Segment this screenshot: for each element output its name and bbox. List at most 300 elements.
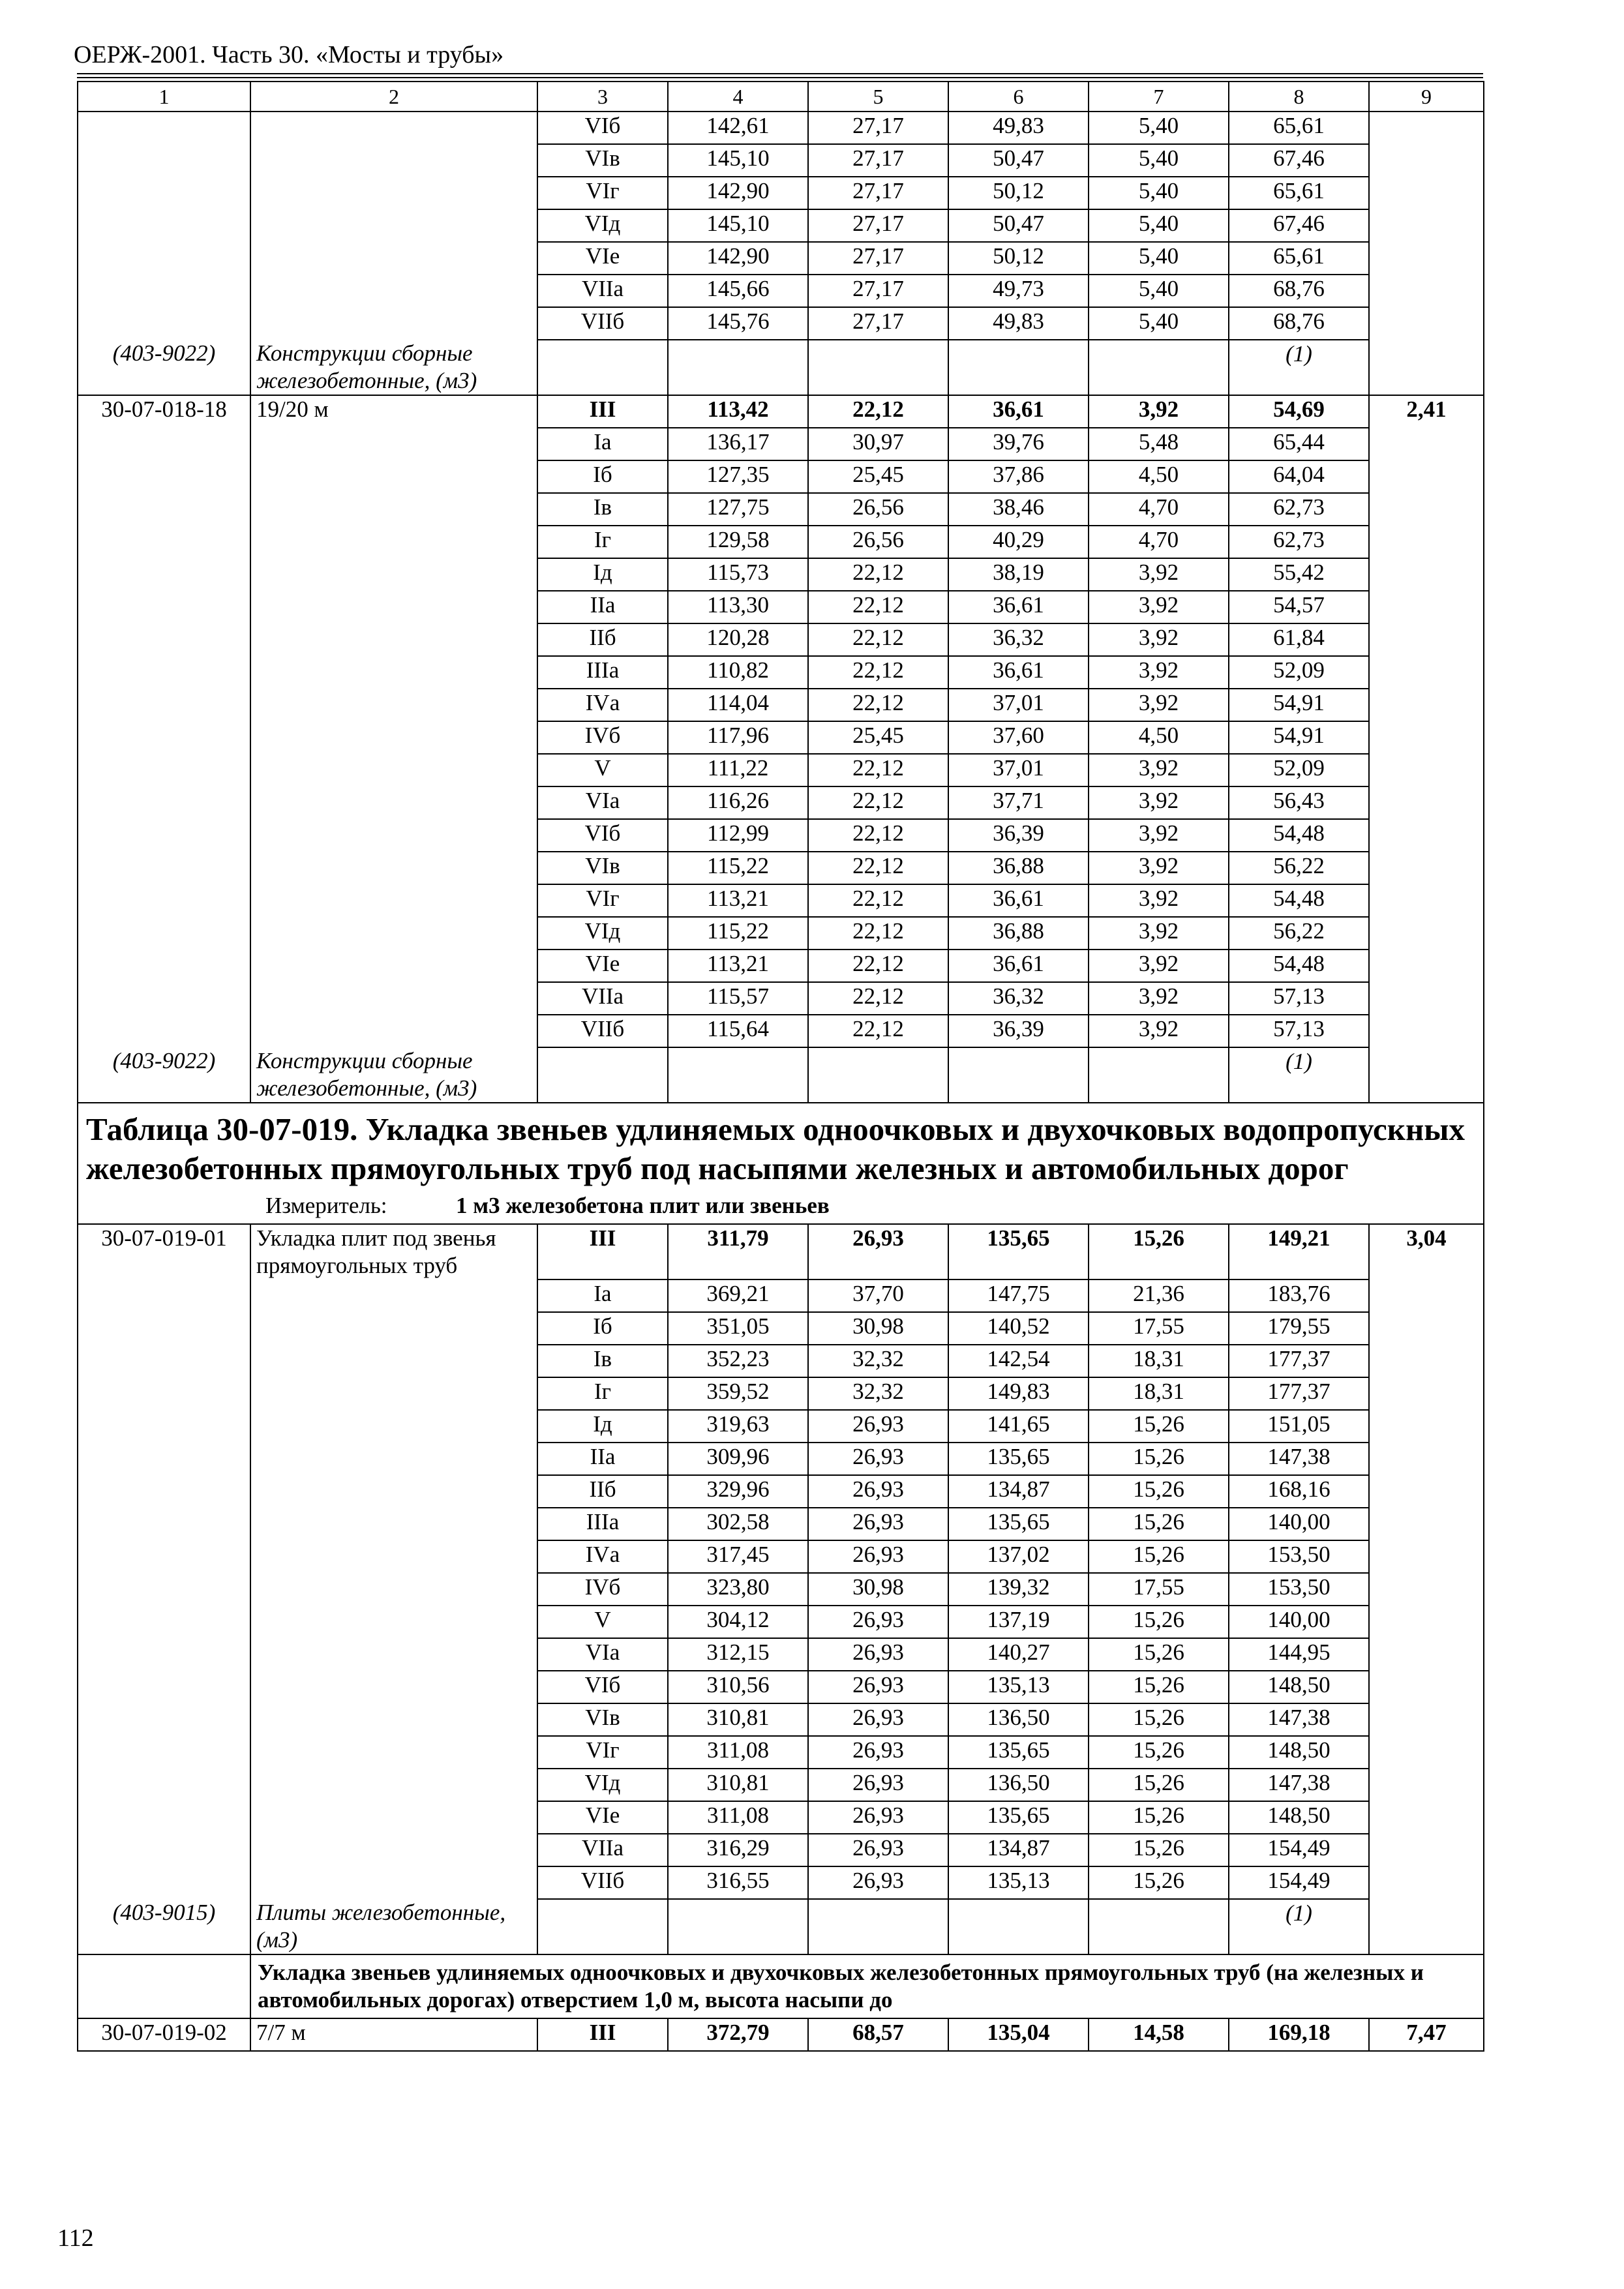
- value-cell: 115,22: [668, 852, 808, 884]
- value-cell: 65,44: [1229, 428, 1369, 460]
- value-cell: 136,17: [668, 428, 808, 460]
- table-cell: [537, 1047, 668, 1103]
- value-cell: 120,28: [668, 623, 808, 656]
- value-cell: 4,70: [1089, 493, 1229, 526]
- table-cell: [78, 493, 250, 526]
- category-cell: VIIб: [537, 1866, 668, 1899]
- meter-label: Измеритель:: [265, 1192, 387, 1218]
- table-row: [78, 242, 1484, 275]
- value-cell: 36,61: [948, 395, 1089, 428]
- value-cell: 22,12: [808, 656, 948, 689]
- table-cell: [250, 656, 537, 689]
- value-cell: 36,61: [948, 656, 1089, 689]
- table-cell: [250, 917, 537, 950]
- value-cell: 26,93: [808, 1736, 948, 1769]
- value-cell: 15,26: [1089, 1671, 1229, 1703]
- table-cell: [78, 1954, 250, 2018]
- value-cell: 317,45: [668, 1540, 808, 1573]
- table-cell: [1369, 340, 1484, 395]
- value-cell: 117,96: [668, 721, 808, 754]
- category-cell: III: [537, 395, 668, 428]
- value-cell: 27,17: [808, 242, 948, 275]
- value-cell: 114,04: [668, 689, 808, 721]
- value-cell: 62,73: [1229, 493, 1369, 526]
- value-cell: 54,91: [1229, 721, 1369, 754]
- value-cell: 3,92: [1089, 982, 1229, 1015]
- category-cell: VIIб: [537, 1015, 668, 1047]
- table-cell: [78, 1345, 250, 1377]
- value-cell: 27,17: [808, 275, 948, 307]
- material-code: (403-9022): [78, 1047, 250, 1103]
- table-cell: [250, 982, 537, 1015]
- category-cell: V: [537, 754, 668, 786]
- value-cell: 139,32: [948, 1573, 1089, 1606]
- value-cell: 3,92: [1089, 656, 1229, 689]
- column-number: 8: [1229, 82, 1369, 112]
- value-cell: [1369, 786, 1484, 819]
- table-cell: [250, 177, 537, 209]
- category-cell: IIIа: [537, 1508, 668, 1540]
- category-cell: Iв: [537, 1345, 668, 1377]
- value-cell: 154,49: [1229, 1866, 1369, 1899]
- value-cell: 17,55: [1089, 1312, 1229, 1345]
- value-cell: 149,83: [948, 1377, 1089, 1410]
- value-cell: 18,31: [1089, 1345, 1229, 1377]
- value-cell: 169,18: [1229, 2018, 1369, 2051]
- value-cell: 40,29: [948, 526, 1089, 558]
- value-cell: 144,95: [1229, 1638, 1369, 1671]
- category-cell: VIд: [537, 1769, 668, 1801]
- value-cell: 26,93: [808, 1801, 948, 1834]
- table-cell: [537, 340, 668, 395]
- table-cell: [78, 112, 250, 144]
- category-cell: VIб: [537, 819, 668, 852]
- value-cell: 56,22: [1229, 852, 1369, 884]
- value-cell: 22,12: [808, 623, 948, 656]
- table-row: [78, 1703, 1484, 1736]
- value-cell: 37,70: [808, 1279, 948, 1312]
- value-cell: 145,10: [668, 209, 808, 242]
- table-cell: [537, 1899, 668, 1954]
- value-cell: [1369, 1312, 1484, 1345]
- value-cell: 37,60: [948, 721, 1089, 754]
- table-cell: [78, 982, 250, 1015]
- table-cell: [250, 623, 537, 656]
- value-cell: 177,37: [1229, 1345, 1369, 1377]
- value-cell: [1369, 884, 1484, 917]
- table-row: [78, 1312, 1484, 1345]
- table-cell: [250, 242, 537, 275]
- table-cell: [250, 493, 537, 526]
- table-row: [78, 1377, 1484, 1410]
- value-cell: 22,12: [808, 754, 948, 786]
- table-row: [78, 1671, 1484, 1703]
- table-row: [78, 1769, 1484, 1801]
- value-cell: [1369, 1703, 1484, 1736]
- category-cell: IIб: [537, 1475, 668, 1508]
- table-cell: [78, 1443, 250, 1475]
- category-cell: Iб: [537, 460, 668, 493]
- value-cell: 27,17: [808, 209, 948, 242]
- category-cell: VIг: [537, 1736, 668, 1769]
- category-cell: Iд: [537, 1410, 668, 1443]
- value-cell: 15,26: [1089, 1606, 1229, 1638]
- value-cell: 22,12: [808, 786, 948, 819]
- value-cell: [1369, 1834, 1484, 1866]
- category-cell: IVб: [537, 1573, 668, 1606]
- table-row: [78, 852, 1484, 884]
- value-cell: [1369, 917, 1484, 950]
- value-cell: 145,76: [668, 307, 808, 340]
- value-cell: [1369, 1606, 1484, 1638]
- value-cell: 37,86: [948, 460, 1089, 493]
- table-row: [78, 558, 1484, 591]
- table-cell: [78, 917, 250, 950]
- table-cell: [78, 1573, 250, 1606]
- category-cell: IIа: [537, 1443, 668, 1475]
- table-cell: [250, 1540, 537, 1573]
- table-cell: [78, 786, 250, 819]
- value-cell: 22,12: [808, 917, 948, 950]
- category-cell: Iв: [537, 493, 668, 526]
- value-cell: 142,90: [668, 242, 808, 275]
- value-cell: [1369, 1540, 1484, 1573]
- value-cell: 67,46: [1229, 209, 1369, 242]
- table-cell: [78, 1606, 250, 1638]
- value-cell: 310,81: [668, 1769, 808, 1801]
- value-cell: 316,29: [668, 1834, 808, 1866]
- value-cell: [1369, 112, 1484, 144]
- value-cell: [1369, 1573, 1484, 1606]
- table-cell: [78, 558, 250, 591]
- table-cell: [250, 1443, 537, 1475]
- table-cell: [78, 275, 250, 307]
- value-cell: 49,83: [948, 112, 1089, 144]
- value-cell: [1369, 144, 1484, 177]
- table-cell: [668, 340, 808, 395]
- value-cell: 56,43: [1229, 786, 1369, 819]
- table-row: [78, 754, 1484, 786]
- table-row: [78, 275, 1484, 307]
- value-cell: 309,96: [668, 1443, 808, 1475]
- category-cell: Iд: [537, 558, 668, 591]
- table-cell: [78, 1703, 250, 1736]
- value-cell: 3,92: [1089, 819, 1229, 852]
- table-cell: [250, 275, 537, 307]
- table-cell: [78, 460, 250, 493]
- table-cell: [250, 1671, 537, 1703]
- value-cell: [1369, 754, 1484, 786]
- value-cell: 5,40: [1089, 209, 1229, 242]
- material-code: (403-9015): [78, 1899, 250, 1954]
- material-name: Плиты железобетонные, (м3): [250, 1899, 537, 1954]
- table-cell: [250, 1345, 537, 1377]
- table-row: [78, 786, 1484, 819]
- table-cell: [78, 1377, 250, 1410]
- work-name: 7/7 м: [250, 2018, 537, 2051]
- page-number: 112: [57, 2224, 94, 2252]
- value-cell: 21,36: [1089, 1279, 1229, 1312]
- value-cell: 112,99: [668, 819, 808, 852]
- category-cell: V: [537, 1606, 668, 1638]
- value-cell: 15,26: [1089, 1475, 1229, 1508]
- value-cell: 22,12: [808, 950, 948, 982]
- value-cell: 179,55: [1229, 1312, 1369, 1345]
- value-cell: 36,61: [948, 884, 1089, 917]
- value-cell: [1369, 623, 1484, 656]
- table-row: [78, 1540, 1484, 1573]
- value-cell: 115,57: [668, 982, 808, 1015]
- value-cell: 26,93: [808, 1475, 948, 1508]
- value-cell: 49,73: [948, 275, 1089, 307]
- value-cell: 25,45: [808, 721, 948, 754]
- table-row: [78, 460, 1484, 493]
- value-cell: 26,93: [808, 1769, 948, 1801]
- category-cell: IVа: [537, 1540, 668, 1573]
- table-row: [78, 395, 1484, 428]
- category-cell: IIIа: [537, 656, 668, 689]
- value-cell: 65,61: [1229, 112, 1369, 144]
- value-cell: 359,52: [668, 1377, 808, 1410]
- table-cell: [250, 786, 537, 819]
- category-cell: IVб: [537, 721, 668, 754]
- value-cell: [1369, 242, 1484, 275]
- value-cell: [1369, 307, 1484, 340]
- value-cell: 17,55: [1089, 1573, 1229, 1606]
- table-row: [78, 819, 1484, 852]
- value-cell: 15,26: [1089, 1736, 1229, 1769]
- category-cell: III: [537, 1224, 668, 1279]
- value-cell: [1369, 656, 1484, 689]
- value-cell: 153,50: [1229, 1573, 1369, 1606]
- table-cell: [78, 1508, 250, 1540]
- table-row: [78, 209, 1484, 242]
- table-cell: [250, 950, 537, 982]
- value-cell: 37,71: [948, 786, 1089, 819]
- value-cell: 26,93: [808, 1508, 948, 1540]
- table-cell: [78, 1866, 250, 1899]
- table-cell: [250, 1638, 537, 1671]
- value-cell: 15,26: [1089, 1540, 1229, 1573]
- category-cell: VIе: [537, 950, 668, 982]
- header-rule: [77, 73, 1483, 74]
- table-cell: [948, 1899, 1089, 1954]
- value-cell: 372,79: [668, 2018, 808, 2051]
- table-row: [78, 656, 1484, 689]
- value-cell: 61,84: [1229, 623, 1369, 656]
- value-cell: 50,12: [948, 242, 1089, 275]
- table-cell: [250, 558, 537, 591]
- value-cell: 142,90: [668, 177, 808, 209]
- value-cell: 14,58: [1089, 2018, 1229, 2051]
- value-cell: 3,92: [1089, 917, 1229, 950]
- table-cell: [78, 1638, 250, 1671]
- value-cell: 26,93: [808, 1606, 948, 1638]
- section-note-text: Укладка звеньев удлиняемых одноочковых и двухочковых железобетонных прямоугольных труб (на железных и автомобильных дорогах) отверстием 1,0 м, высота насыпи до: [258, 1959, 1424, 2012]
- value-cell: 26,93: [808, 1410, 948, 1443]
- material-qty: (1): [1229, 1047, 1369, 1103]
- value-cell: 15,26: [1089, 1801, 1229, 1834]
- table-row: [78, 177, 1484, 209]
- value-cell: 3,92: [1089, 395, 1229, 428]
- value-cell: [1369, 428, 1484, 460]
- material-row: [78, 340, 1484, 395]
- value-cell: 149,21: [1229, 1224, 1369, 1279]
- value-cell: 140,52: [948, 1312, 1089, 1345]
- value-cell: 30,98: [808, 1573, 948, 1606]
- value-cell: 26,93: [808, 1638, 948, 1671]
- value-cell: 134,87: [948, 1475, 1089, 1508]
- value-cell: 15,26: [1089, 1508, 1229, 1540]
- value-cell: 36,32: [948, 623, 1089, 656]
- value-cell: 113,21: [668, 884, 808, 917]
- table-cell: [78, 209, 250, 242]
- value-cell: 54,69: [1229, 395, 1369, 428]
- table-row: [78, 1606, 1484, 1638]
- value-cell: [1369, 1508, 1484, 1540]
- value-cell: 135,65: [948, 1443, 1089, 1475]
- table-row: [78, 1475, 1484, 1508]
- material-name: Конструкции сборные железобетонные, (м3): [250, 340, 537, 395]
- value-cell: [1369, 526, 1484, 558]
- value-cell: 304,12: [668, 1606, 808, 1638]
- value-cell: 27,17: [808, 144, 948, 177]
- work-name: 19/20 м: [250, 395, 537, 428]
- table-cell: [1089, 1047, 1229, 1103]
- table-cell: [78, 623, 250, 656]
- table-cell: [78, 950, 250, 982]
- table-cell: [78, 177, 250, 209]
- value-cell: [1369, 209, 1484, 242]
- value-cell: 153,50: [1229, 1540, 1369, 1573]
- value-cell: 3,92: [1089, 591, 1229, 623]
- value-cell: 135,13: [948, 1671, 1089, 1703]
- table-cell: [1369, 1899, 1484, 1954]
- table-cell: [250, 144, 537, 177]
- table-cell: [78, 1834, 250, 1866]
- table-row: [78, 1224, 1484, 1279]
- table-row: [78, 982, 1484, 1015]
- value-cell: [1369, 1475, 1484, 1508]
- value-cell: 329,96: [668, 1475, 808, 1508]
- value-cell: 68,76: [1229, 307, 1369, 340]
- value-cell: 310,56: [668, 1671, 808, 1703]
- table-cell: [78, 1736, 250, 1769]
- table-row: [78, 1801, 1484, 1834]
- value-cell: 115,73: [668, 558, 808, 591]
- table-cell: [250, 1508, 537, 1540]
- value-cell: 37,01: [948, 689, 1089, 721]
- table-cell: [250, 1703, 537, 1736]
- value-cell: 38,19: [948, 558, 1089, 591]
- value-cell: 310,81: [668, 1703, 808, 1736]
- value-cell: 26,56: [808, 493, 948, 526]
- table-cell: [78, 689, 250, 721]
- table-cell: [250, 1769, 537, 1801]
- value-cell: 3,04: [1369, 1224, 1484, 1279]
- value-cell: 312,15: [668, 1638, 808, 1671]
- value-cell: 67,46: [1229, 144, 1369, 177]
- value-cell: 4,50: [1089, 460, 1229, 493]
- category-cell: VIIа: [537, 275, 668, 307]
- material-qty: (1): [1229, 1899, 1369, 1954]
- value-cell: [1369, 950, 1484, 982]
- value-cell: 37,01: [948, 754, 1089, 786]
- section-note-row: [78, 1954, 1484, 2018]
- value-cell: 15,26: [1089, 1866, 1229, 1899]
- value-cell: 145,10: [668, 144, 808, 177]
- table-row: [78, 1279, 1484, 1312]
- value-cell: 183,76: [1229, 1279, 1369, 1312]
- value-cell: 68,76: [1229, 275, 1369, 307]
- value-cell: 140,00: [1229, 1508, 1369, 1540]
- value-cell: 137,02: [948, 1540, 1089, 1573]
- value-cell: 36,61: [948, 950, 1089, 982]
- value-cell: 5,40: [1089, 275, 1229, 307]
- value-cell: 68,57: [808, 2018, 948, 2051]
- category-cell: Iг: [537, 1377, 668, 1410]
- table-cell: [250, 721, 537, 754]
- category-cell: VIа: [537, 786, 668, 819]
- value-cell: 145,66: [668, 275, 808, 307]
- value-cell: 36,61: [948, 591, 1089, 623]
- table-caption: [78, 1103, 1484, 1224]
- value-cell: 5,40: [1089, 144, 1229, 177]
- value-cell: 50,47: [948, 144, 1089, 177]
- table-cell: [668, 1047, 808, 1103]
- rate-code: 30-07-019-02: [78, 2018, 250, 2051]
- table-cell: [250, 1866, 537, 1899]
- category-cell: VIа: [537, 1638, 668, 1671]
- column-number: 5: [808, 82, 948, 112]
- value-cell: [1369, 1638, 1484, 1671]
- value-cell: [1369, 1443, 1484, 1475]
- value-cell: 54,91: [1229, 689, 1369, 721]
- category-cell: IIа: [537, 591, 668, 623]
- column-number: 9: [1369, 82, 1484, 112]
- value-cell: 3,92: [1089, 1015, 1229, 1047]
- table-cell: [250, 1475, 537, 1508]
- table-cell: [78, 428, 250, 460]
- table-cell: [78, 1475, 250, 1508]
- value-cell: 52,09: [1229, 754, 1369, 786]
- value-cell: [1369, 852, 1484, 884]
- value-cell: 302,58: [668, 1508, 808, 1540]
- value-cell: 316,55: [668, 1866, 808, 1899]
- table-caption-row: [78, 1103, 1484, 1224]
- value-cell: 36,88: [948, 917, 1089, 950]
- table-cell: [78, 656, 250, 689]
- table-row: [78, 591, 1484, 623]
- value-cell: 142,61: [668, 112, 808, 144]
- value-cell: 39,76: [948, 428, 1089, 460]
- table-row: [78, 1410, 1484, 1443]
- table-row: [78, 2018, 1484, 2051]
- value-cell: 148,50: [1229, 1801, 1369, 1834]
- value-cell: 135,04: [948, 2018, 1089, 2051]
- value-cell: 64,04: [1229, 460, 1369, 493]
- category-cell: Iб: [537, 1312, 668, 1345]
- value-cell: 135,65: [948, 1736, 1089, 1769]
- table-row: [78, 1508, 1484, 1540]
- value-cell: 5,48: [1089, 428, 1229, 460]
- value-cell: 3,92: [1089, 623, 1229, 656]
- category-cell: VIIа: [537, 982, 668, 1015]
- value-cell: 168,16: [1229, 1475, 1369, 1508]
- value-cell: 27,17: [808, 177, 948, 209]
- value-cell: 62,73: [1229, 526, 1369, 558]
- value-cell: [1369, 689, 1484, 721]
